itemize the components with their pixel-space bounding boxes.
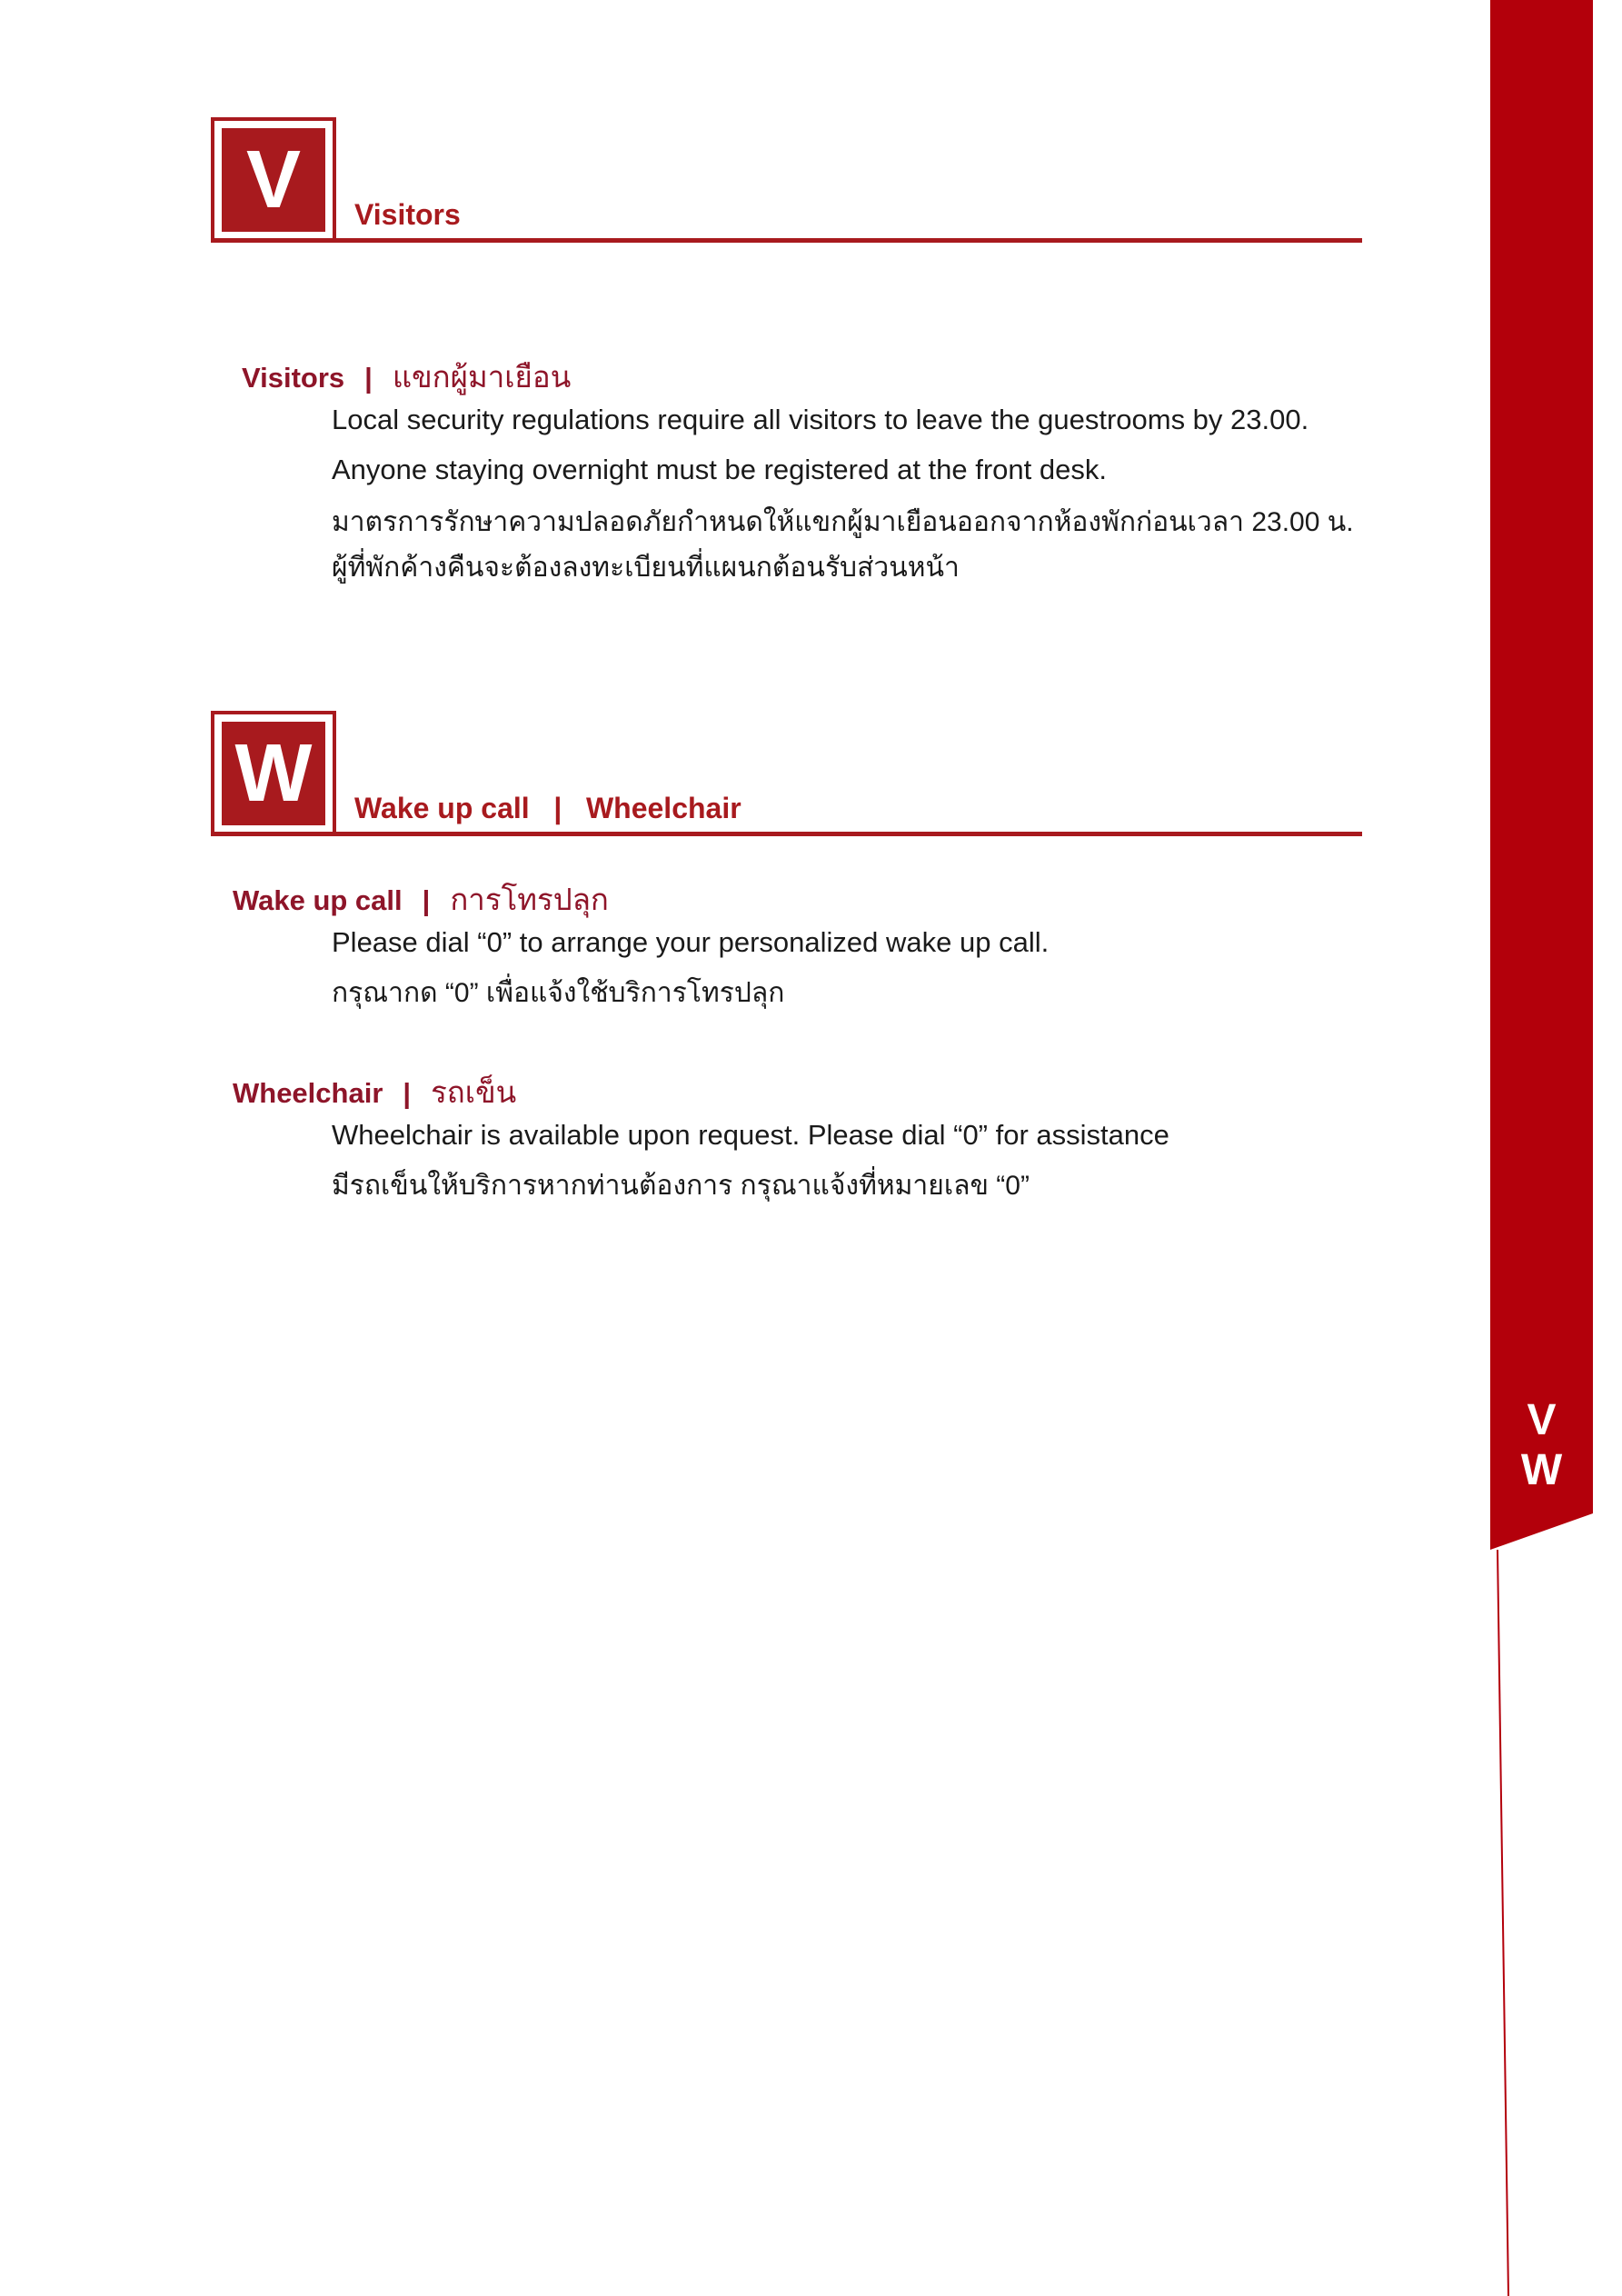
section-w-rule [211,832,1362,836]
section-v-title: Visitors [354,198,461,231]
wake-up-call-heading-en: Wake up call [233,884,403,916]
side-tab-letter-v: V [1527,1396,1557,1444]
wheelchair-line-2: มีรถเข็นให้บริการหากท่านต้องการ กรุณาแจ้งที่หมายเลข “0” [332,1171,1030,1201]
side-tab-letters [1490,1395,1593,1495]
section-v-letter-box [211,117,336,243]
wake-up-call-heading-separator: | [422,884,431,916]
visitors-heading-separator: | [364,362,373,394]
visitors-heading-th: แขกผู้มาเยือน [392,359,572,394]
section-w-letter: W [222,722,325,825]
wheelchair-heading-en: Wheelchair [233,1077,383,1109]
visitors-line-4: ผู้ที่พักค้างคืนจะต้องลงทะเบียนที่แผนกต้อนรับส่วนหน้า [332,553,960,583]
wheelchair-heading [233,1068,516,1116]
wheelchair-heading-th: รถเข็น [431,1074,517,1110]
wake-up-call-heading-th: การโทรปลุก [450,882,609,917]
wake-up-call-line-1: Please dial “0” to arrange your personalized wake up call. [332,926,1050,958]
visitors-heading [242,353,571,401]
wheelchair-line-1: Wheelchair is available upon request. Please dial “0” for assistance [332,1119,1169,1151]
visitors-line-2: Anyone staying overnight must be registered at the front desk. [332,454,1107,485]
section-v-rule [211,238,1362,243]
wheelchair-heading-separator: | [403,1077,412,1109]
visitors-heading-en: Visitors [242,362,345,394]
visitors-line-1: Local security regulations require all visitors to leave the guestrooms by 23.00. [332,404,1309,435]
section-w-letter-box [211,711,336,836]
section-v-letter: V [222,128,325,232]
section-w-title: Wake up call | Wheelchair [354,792,741,824]
side-tab-letter-w: W [1520,1446,1563,1494]
wake-up-call-line-2: กรุณากด “0” เพื่อแจ้งใช้บริการโทรปลุก [332,978,785,1008]
visitors-line-3: มาตรการรักษาความปลอดภัยกำหนดให้แขกผู้มาเยือนออกจากห้องพักก่อนเวลา 23.00 น. [332,507,1354,537]
wake-up-call-heading [233,875,609,923]
